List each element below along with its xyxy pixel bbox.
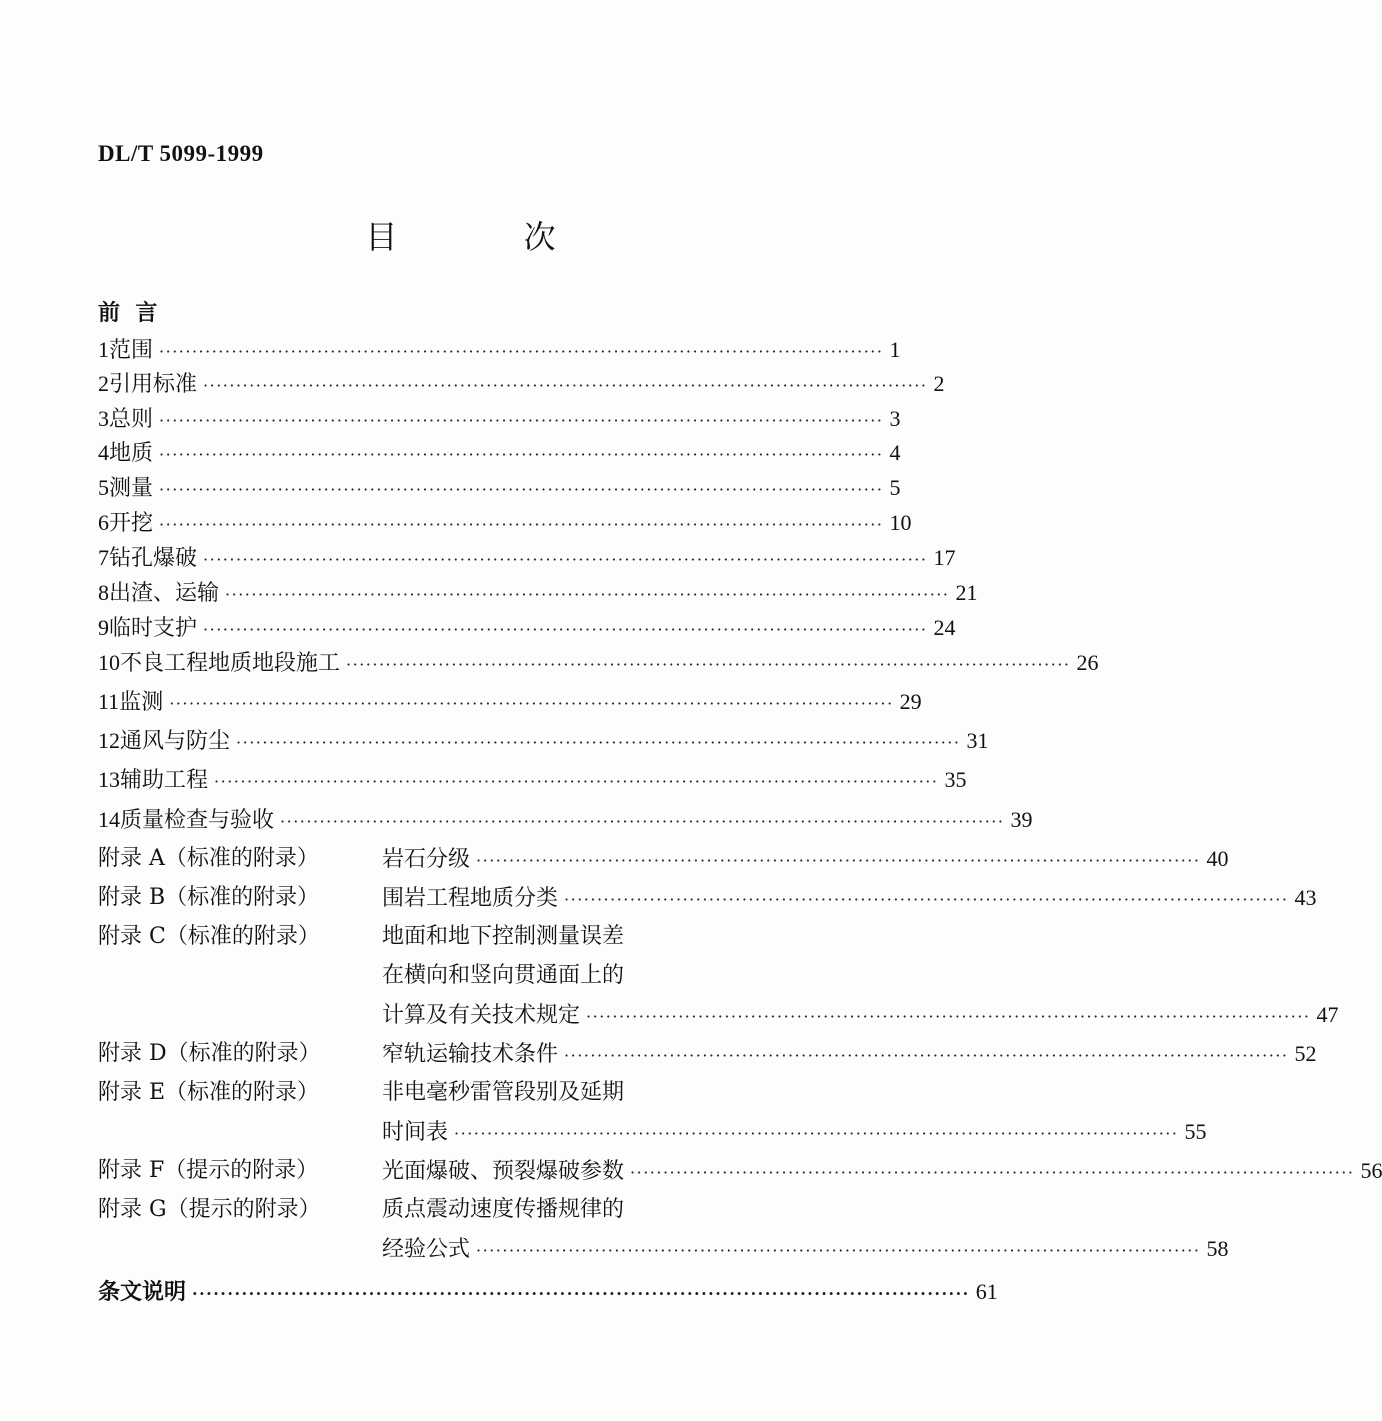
chapter-number: 7: [98, 545, 109, 570]
chapter-number: 1: [98, 337, 109, 362]
dot-leader: ··············································································································: [159, 515, 884, 534]
page-number: 52: [1294, 1041, 1317, 1066]
dot-leader: ··············································································································: [159, 445, 884, 464]
appendix-title: 时间表: [382, 1120, 449, 1145]
chapter-title: 范围: [109, 338, 154, 363]
page-number: 10: [889, 510, 912, 535]
dot-leader: ··············································································································: [192, 1284, 970, 1303]
chapter-number: 14: [98, 807, 120, 832]
chapter-title: 辅助工程: [120, 768, 209, 793]
appendix-title: 经验公式: [382, 1237, 471, 1262]
toc-appendix-entry[interactable]: [382, 1232, 1229, 1266]
toc-appendix-entry[interactable]: [382, 998, 1339, 1032]
dot-leader: ··············································································································: [346, 655, 1071, 674]
dot-leader: ··············································································································: [159, 411, 884, 430]
toc-appendix-entry[interactable]: [382, 1154, 1382, 1188]
page-number: 26: [1076, 650, 1099, 675]
page-number: 2: [933, 371, 945, 396]
chapter-number: 9: [98, 615, 109, 640]
dot-leader: ··············································································································: [225, 585, 950, 604]
page-number: 43: [1294, 885, 1317, 910]
page-number: 39: [1010, 807, 1033, 832]
toc-chapter-1[interactable]: [98, 333, 901, 367]
appendix-label: 附录 C（标准的附录）: [98, 924, 320, 949]
appendix-label: 附录 E（标准的附录）: [98, 1080, 320, 1105]
chapter-number: 5: [98, 475, 109, 500]
dot-leader: ··············································································································: [630, 1163, 1355, 1182]
appendix-label: 附录 G（提示的附录）: [98, 1197, 321, 1222]
appendix-label: 附录 F（提示的附录）: [98, 1158, 319, 1183]
chapter-number: 3: [98, 406, 109, 431]
toc-explanation[interactable]: [98, 1275, 998, 1309]
chapter-title: 钻孔爆破: [109, 546, 198, 571]
toc-chapter-13[interactable]: [98, 763, 967, 797]
page-number: 58: [1206, 1236, 1229, 1261]
explanation-title: 条文说明: [98, 1279, 187, 1305]
dot-leader: ··············································································································: [280, 812, 1005, 831]
page-number: 21: [955, 580, 978, 605]
chapter-title: 开挖: [109, 511, 154, 536]
chapter-title: 监测: [119, 690, 164, 715]
page-number: 31: [966, 728, 989, 753]
page-number: 47: [1316, 1002, 1339, 1027]
dot-leader: ··············································································································: [476, 851, 1201, 870]
chapter-number: 12: [98, 728, 120, 753]
dot-leader: ··············································································································: [476, 1241, 1201, 1260]
appendix-label: 附录 A（标准的附录）: [98, 846, 319, 871]
toc-chapter-10[interactable]: [98, 646, 1099, 680]
chapter-title: 质量检查与验收: [120, 808, 275, 833]
toc-chapter-7[interactable]: [98, 541, 956, 575]
page-number: 56: [1360, 1158, 1382, 1183]
chapter-number: 8: [98, 580, 109, 605]
chapter-title: 测量: [109, 476, 154, 501]
chapter-title: 总则: [109, 407, 154, 432]
chapter-number: 13: [98, 767, 120, 792]
chapter-number: 11: [98, 689, 120, 714]
toc-foreword: 前 言: [98, 300, 158, 326]
page-number: 29: [899, 689, 922, 714]
dot-leader: ··············································································································: [159, 480, 884, 499]
chapter-number: 6: [98, 510, 109, 535]
toc-chapter-5[interactable]: [98, 471, 901, 505]
appendix-title: 计算及有关技术规定: [382, 1003, 581, 1028]
toc-title: 目 次: [365, 218, 614, 256]
appendix-title-line: 地面和地下控制测量误差: [382, 924, 625, 949]
dot-leader: ··············································································································: [454, 1124, 1179, 1143]
toc-chapter-4[interactable]: [98, 436, 901, 470]
page-number: 5: [889, 475, 901, 500]
toc-appendix-entry[interactable]: [382, 881, 1317, 915]
appendix-title: 岩石分级: [382, 847, 471, 872]
toc-chapter-11[interactable]: [98, 685, 922, 719]
toc-chapter-6[interactable]: [98, 506, 912, 540]
chapter-number: 4: [98, 440, 109, 465]
page-number: 35: [944, 767, 967, 792]
chapter-title: 地质: [109, 441, 154, 466]
chapter-title: 通风与防尘: [120, 729, 231, 754]
appendix-title: 光面爆破、预裂爆破参数: [382, 1159, 625, 1184]
chapter-title: 不良工程地质地段施工: [120, 651, 341, 676]
toc-chapter-12[interactable]: [98, 724, 989, 758]
dot-leader: ··············································································································: [236, 733, 961, 752]
page-number: 1: [889, 337, 901, 362]
document-code: DL/T 5099-1999: [98, 141, 264, 166]
dot-leader: ··············································································································: [214, 772, 939, 791]
appendix-title-line: 非电毫秒雷管段别及延期: [382, 1080, 625, 1105]
toc-chapter-8[interactable]: [98, 576, 978, 610]
toc-chapter-9[interactable]: [98, 611, 956, 645]
dot-leader: ··············································································································: [586, 1007, 1311, 1026]
dot-leader: ··············································································································: [203, 550, 928, 569]
chapter-title: 临时支护: [109, 616, 198, 641]
toc-appendix-entry[interactable]: [382, 1037, 1317, 1071]
appendix-label: 附录 B（标准的附录）: [98, 885, 320, 910]
chapter-title: 引用标准: [109, 372, 198, 397]
page-number: 4: [889, 440, 901, 465]
dot-leader: ··············································································································: [203, 620, 928, 639]
appendix-title-line: 在横向和竖向贯通面上的: [382, 963, 625, 988]
dot-leader: ··············································································································: [564, 1046, 1289, 1065]
dot-leader: ··············································································································: [203, 376, 928, 395]
page-number: 61: [975, 1279, 998, 1304]
page-number: 3: [889, 406, 901, 431]
appendix-label: 附录 D（标准的附录）: [98, 1041, 321, 1066]
page-number: 24: [933, 615, 956, 640]
appendix-title: 围岩工程地质分类: [382, 886, 559, 911]
dot-leader: ··············································································································: [159, 342, 884, 361]
page-number: 40: [1206, 846, 1229, 871]
chapter-number: 10: [98, 650, 120, 675]
toc-chapter-3[interactable]: [98, 402, 901, 436]
chapter-title: 出渣、运输: [109, 581, 220, 606]
toc-appendix-entry[interactable]: [382, 1115, 1207, 1149]
toc-chapter-2[interactable]: [98, 367, 945, 401]
dot-leader: ··············································································································: [564, 890, 1289, 909]
toc-appendix-entry[interactable]: [382, 842, 1229, 876]
page-number: 55: [1184, 1119, 1207, 1144]
chapter-number: 2: [98, 371, 109, 396]
page-number: 17: [933, 545, 956, 570]
appendix-title-line: 质点震动速度传播规律的: [382, 1197, 625, 1222]
dot-leader: ··············································································································: [169, 694, 894, 713]
toc-chapter-14[interactable]: [98, 803, 1033, 837]
appendix-title: 窄轨运输技术条件: [382, 1042, 559, 1067]
